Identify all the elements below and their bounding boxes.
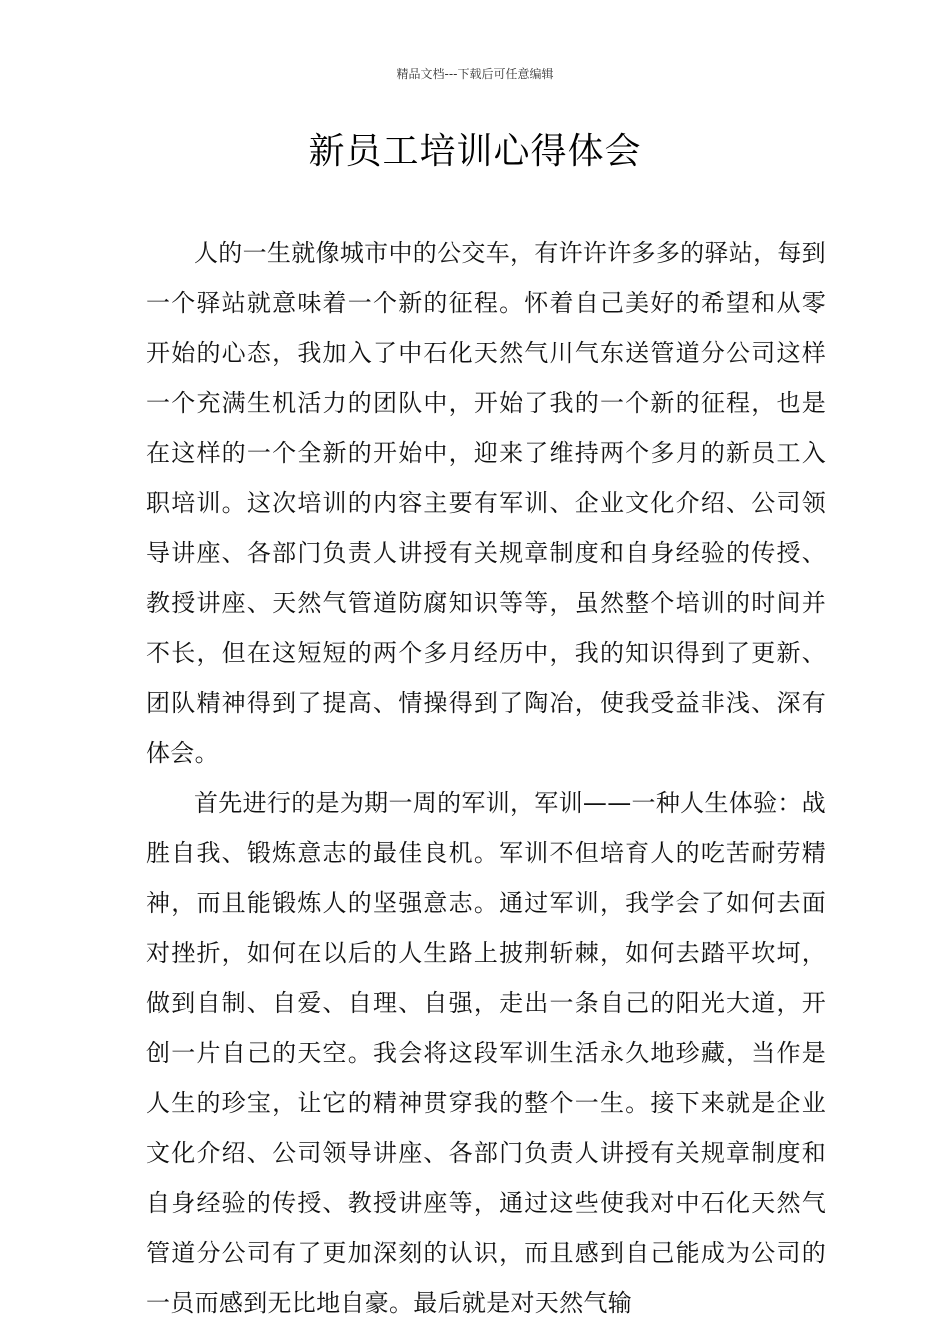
header-note: 精品文档---下载后可任意编辑 (396, 67, 554, 81)
paragraph-2: 首先进行的是为期一周的军训，军训——一种人生体验：战胜自我、锻炼意志的最佳良机。军训不但培育人的吃苦耐劳精神，而且能锻炼人的坚强意志。通过军训，我学会了如何去面对挫折，如何在以后的人生路上披荆斩棘，如何去踏平坎坷，做到自制、自爱、自理、自强，走出一条自己的阳光大道，开创一片自己的天空。我会将这段军训生活永久地珍藏，当作是人生的珍宝，让它的精神贯穿我的整个一生。接下来就是企业文化介绍、公司领导讲座、各部门负责人讲授有关规章制度和自身经验的传授、教授讲座等，通过这些使我对中石化天然气管道分公司有了更加深刻的认识，而且感到自己能成为公司的一员而感到无比地自豪。最后就是对天然气输 (146, 789, 826, 1317)
paragraph-1: 人的一生就像城市中的公交车，有许许许多多的驿站，每到一个驿站就意味着一个新的征程。怀着自己美好的希望和从零开始的心态，我加入了中石化天然气川气东送管道分公司这样一个充满生机活力的团队中，开始了我的一个新的征程，也是在这样的一个全新的开始中，迎来了维持两个多月的新员工入职培训。这次培训的内容主要有军训、企业文化介绍、公司领导讲座、各部门负责人讲授有关规章制度和自身经验的传授、教授讲座、天然气管道防腐知识等等，虽然整个培训的时间并不长，但在这短短的两个多月经历中，我的知识得到了更新、团队精神得到了提高、情操得到了陶冶，使我受益非浅、深有体会。 (146, 239, 826, 767)
document-body (146, 228, 826, 1328)
document-title: 新员工培训心得体会 (308, 131, 642, 172)
